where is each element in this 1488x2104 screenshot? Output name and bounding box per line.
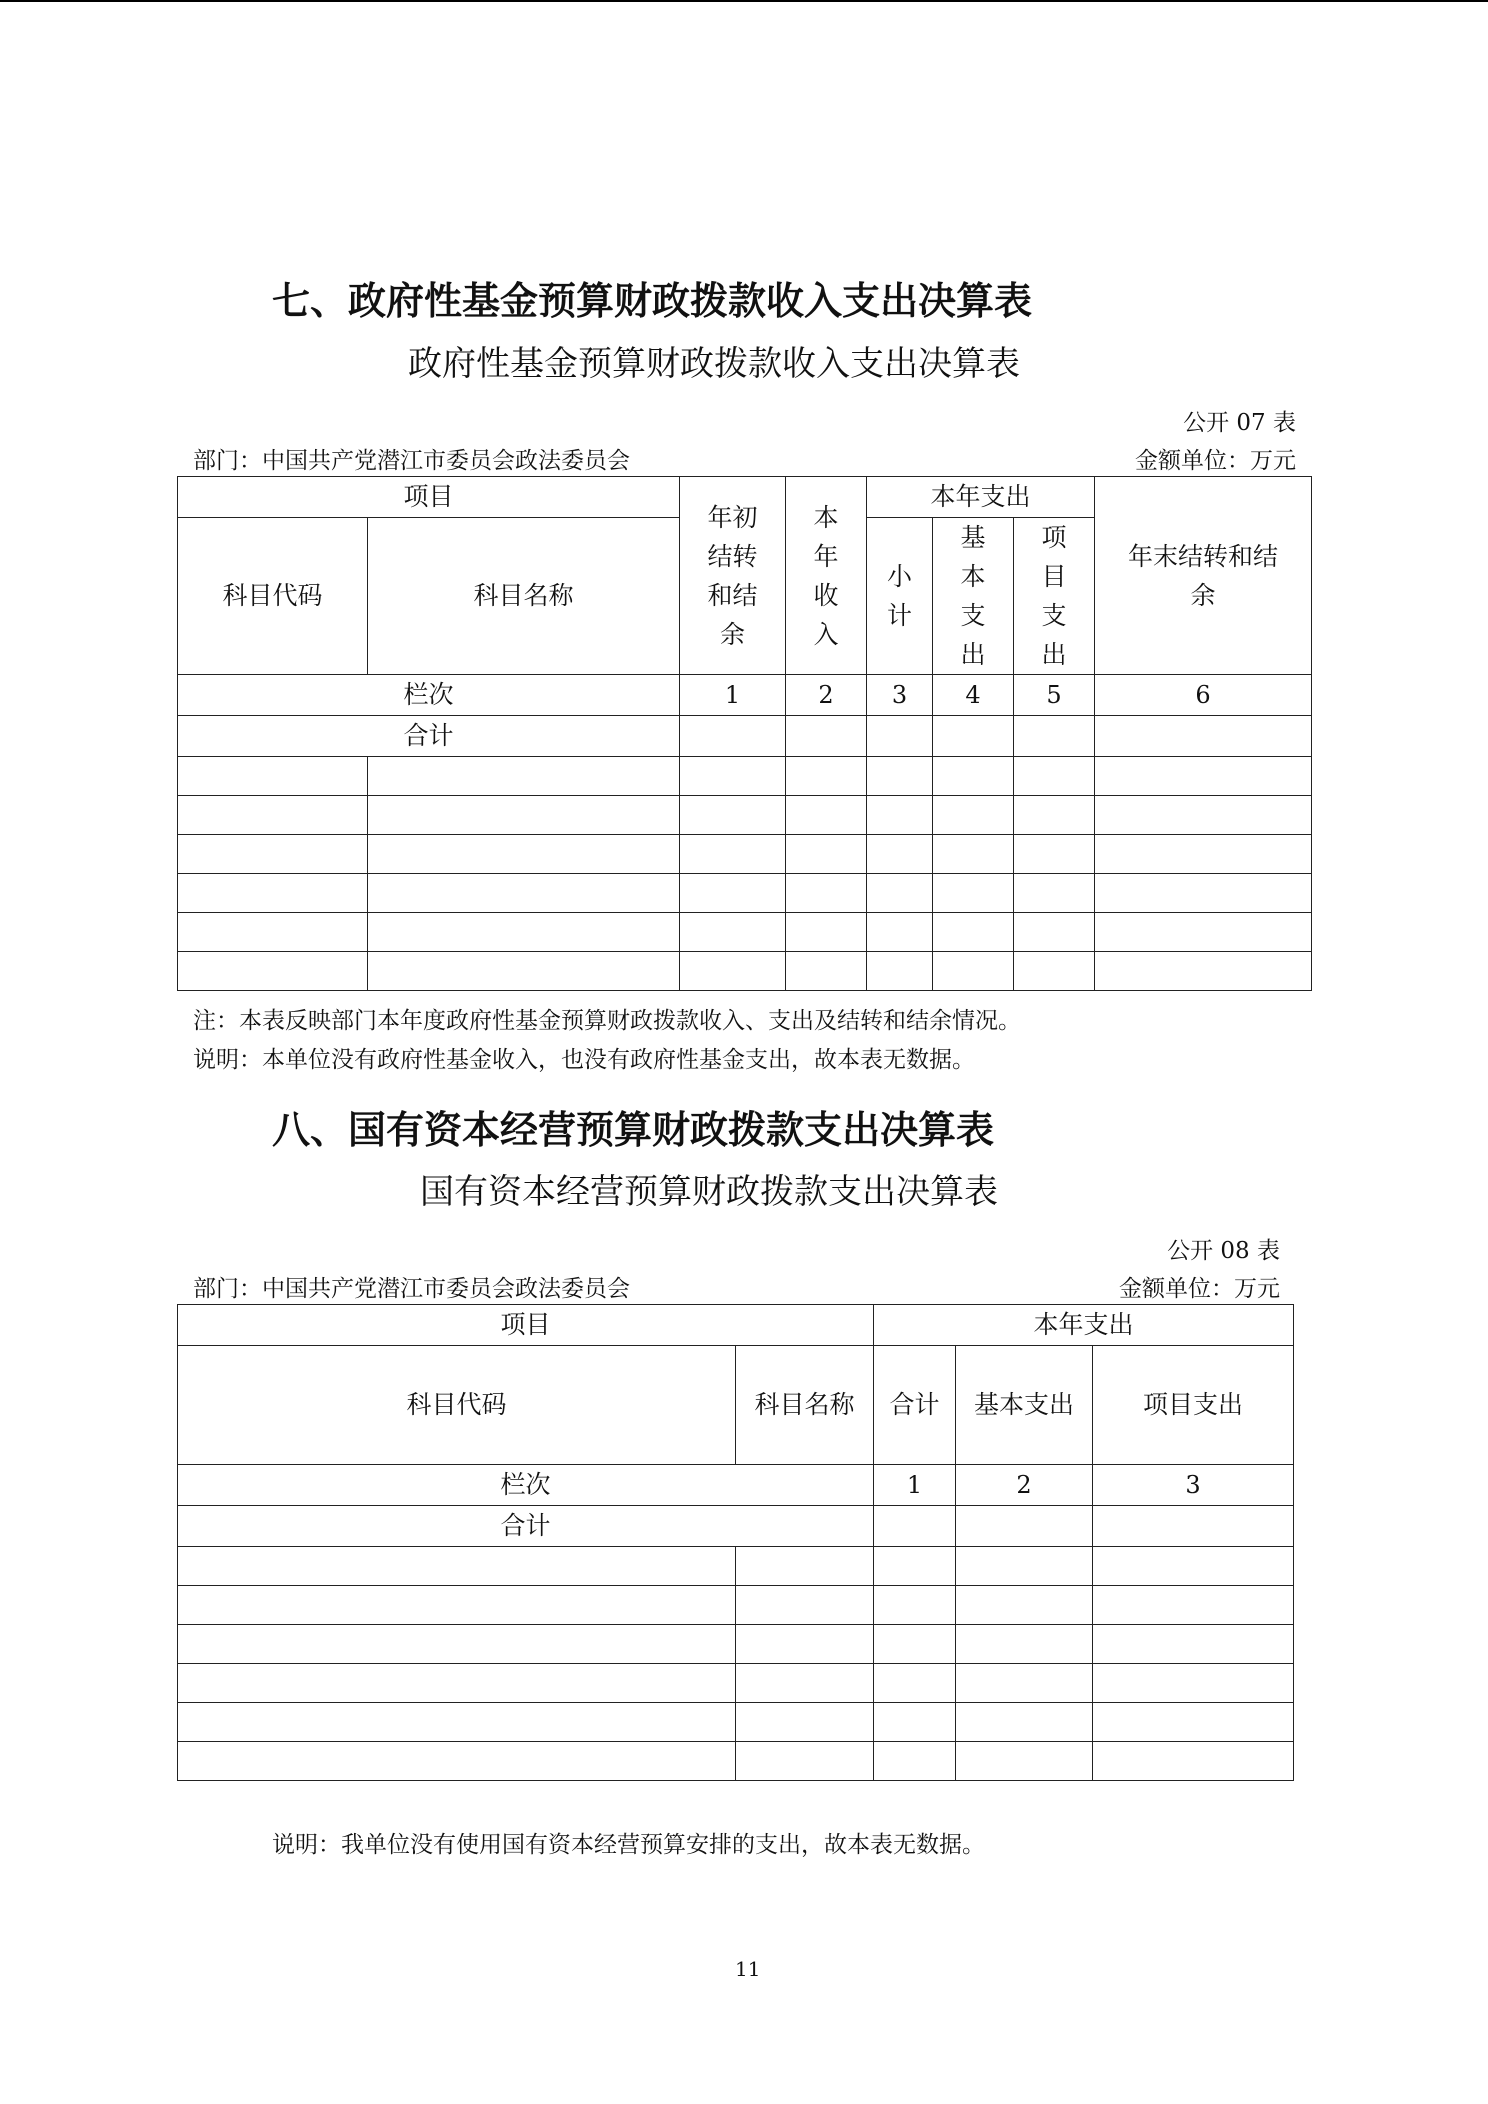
table-row bbox=[178, 874, 1312, 913]
section8-unit: 金额单位：万元 bbox=[1119, 1276, 1280, 1302]
table-cell bbox=[1014, 796, 1095, 835]
column-number: 5 bbox=[1014, 675, 1095, 716]
section7-explanation: 说明：本单位没有政府性基金收入，也没有政府性基金支出，故本表无数据。 bbox=[193, 1047, 975, 1073]
table-cell bbox=[956, 1625, 1093, 1664]
table-cell bbox=[178, 835, 368, 874]
table-cell bbox=[736, 1625, 874, 1664]
section7-unit: 金额单位：万元 bbox=[1135, 448, 1296, 474]
column-number: 6 bbox=[1095, 675, 1312, 716]
table-cell bbox=[874, 1586, 956, 1625]
table-cell bbox=[368, 835, 680, 874]
table-cell bbox=[178, 1703, 736, 1742]
header-name: 科目名称 bbox=[368, 518, 680, 675]
table-cell bbox=[1014, 874, 1095, 913]
header-basic: 基 本 支 出 bbox=[933, 518, 1014, 675]
table-cell bbox=[786, 757, 867, 796]
column-number: 1 bbox=[680, 675, 786, 716]
table-row bbox=[178, 675, 1312, 716]
table-cell bbox=[933, 835, 1014, 874]
table-cell bbox=[680, 796, 786, 835]
table-cell bbox=[680, 835, 786, 874]
column-row-label: 栏次 bbox=[178, 675, 680, 716]
table-row bbox=[178, 913, 1312, 952]
table-cell bbox=[874, 1703, 956, 1742]
table-row bbox=[178, 757, 1312, 796]
table-cell bbox=[867, 796, 933, 835]
table-row bbox=[178, 1625, 1294, 1664]
header-begin-balance: 年初 结转 和结 余 bbox=[680, 477, 786, 675]
table-cell bbox=[956, 1547, 1093, 1586]
table-cell bbox=[178, 874, 368, 913]
table-cell bbox=[867, 913, 933, 952]
table-cell bbox=[933, 952, 1014, 991]
table-cell bbox=[1014, 716, 1095, 757]
table-cell bbox=[1095, 835, 1312, 874]
table-row bbox=[178, 1664, 1294, 1703]
table-cell bbox=[933, 796, 1014, 835]
section7-form-no: 公开 07 表 bbox=[1183, 410, 1296, 436]
column-number: 1 bbox=[874, 1465, 956, 1506]
table-cell bbox=[1093, 1664, 1294, 1703]
table-cell bbox=[1095, 796, 1312, 835]
table-cell bbox=[1093, 1625, 1294, 1664]
header-code: 科目代码 bbox=[178, 518, 368, 675]
column-number: 3 bbox=[867, 675, 933, 716]
table-cell bbox=[956, 1586, 1093, 1625]
header-project: 项 目 支 出 bbox=[1014, 518, 1095, 675]
table-cell bbox=[680, 952, 786, 991]
header-project: 项目支出 bbox=[1093, 1346, 1294, 1465]
table-cell bbox=[867, 952, 933, 991]
table-cell bbox=[786, 716, 867, 757]
table-row bbox=[178, 1506, 1294, 1547]
table-cell bbox=[368, 952, 680, 991]
header-subtotal: 小 计 bbox=[867, 518, 933, 675]
table-cell bbox=[933, 757, 1014, 796]
header-code: 科目代码 bbox=[178, 1346, 736, 1465]
table-cell bbox=[874, 1506, 956, 1547]
table-cell bbox=[178, 757, 368, 796]
header-item: 项目 bbox=[178, 1305, 874, 1346]
table-cell bbox=[933, 913, 1014, 952]
table-cell bbox=[874, 1664, 956, 1703]
page-top-border bbox=[0, 0, 1488, 2]
table-cell bbox=[736, 1742, 874, 1781]
table-cell bbox=[867, 716, 933, 757]
table-cell bbox=[867, 835, 933, 874]
table-cell bbox=[867, 757, 933, 796]
table-cell bbox=[736, 1586, 874, 1625]
column-number: 2 bbox=[956, 1465, 1093, 1506]
section7-note: 注：本表反映部门本年度政府性基金预算财政拨款收入、支出及结转和结余情况。 bbox=[193, 1008, 1021, 1034]
table-cell bbox=[178, 952, 368, 991]
table-cell bbox=[1095, 952, 1312, 991]
table-cell bbox=[956, 1742, 1093, 1781]
table-row bbox=[178, 1703, 1294, 1742]
table-cell bbox=[178, 1664, 736, 1703]
table-cell bbox=[368, 913, 680, 952]
section8-form-no: 公开 08 表 bbox=[1167, 1238, 1280, 1264]
header-basic: 基本支出 bbox=[956, 1346, 1093, 1465]
table-cell bbox=[1014, 952, 1095, 991]
table-cell bbox=[874, 1742, 956, 1781]
table-cell bbox=[786, 835, 867, 874]
section8-explanation: 说明：我单位没有使用国有资本经营预算安排的支出，故本表无数据。 bbox=[272, 1832, 985, 1858]
table-cell bbox=[680, 874, 786, 913]
table-cell bbox=[178, 796, 368, 835]
section7-table bbox=[177, 476, 1312, 991]
table-cell bbox=[786, 796, 867, 835]
table-cell bbox=[874, 1547, 956, 1586]
section7-heading: 七、政府性基金预算财政拨款收入支出决算表 bbox=[272, 279, 1033, 323]
table-cell bbox=[933, 874, 1014, 913]
total-label: 合计 bbox=[178, 716, 680, 757]
table-row bbox=[178, 1547, 1294, 1586]
section8-table-title: 国有资本经营预算财政拨款支出决算表 bbox=[420, 1172, 998, 1212]
column-number: 2 bbox=[786, 675, 867, 716]
table-cell bbox=[1093, 1586, 1294, 1625]
table-cell bbox=[867, 874, 933, 913]
table-cell bbox=[956, 1506, 1093, 1547]
total-label: 合计 bbox=[178, 1506, 874, 1547]
table-cell bbox=[736, 1547, 874, 1586]
column-row-label: 栏次 bbox=[178, 1465, 874, 1506]
table-cell bbox=[736, 1703, 874, 1742]
table-cell bbox=[368, 796, 680, 835]
table-cell bbox=[1093, 1506, 1294, 1547]
table-cell bbox=[956, 1703, 1093, 1742]
table-cell bbox=[368, 757, 680, 796]
header-end-balance: 年末结转和结 余 bbox=[1095, 477, 1312, 675]
page-number: 11 bbox=[735, 1957, 761, 1981]
table-cell bbox=[178, 1625, 736, 1664]
table-cell bbox=[736, 1664, 874, 1703]
table-cell bbox=[1014, 835, 1095, 874]
table-cell bbox=[178, 1742, 736, 1781]
table-cell bbox=[1095, 757, 1312, 796]
table-cell bbox=[368, 874, 680, 913]
table-cell bbox=[786, 952, 867, 991]
table-cell bbox=[1093, 1742, 1294, 1781]
table-cell bbox=[786, 913, 867, 952]
table-cell bbox=[1014, 913, 1095, 952]
section8-table bbox=[177, 1304, 1294, 1781]
table-row bbox=[178, 1742, 1294, 1781]
table-row bbox=[178, 716, 1312, 757]
table-cell bbox=[680, 757, 786, 796]
header-item: 项目 bbox=[178, 477, 680, 518]
header-expense-group: 本年支出 bbox=[874, 1305, 1294, 1346]
table-row bbox=[178, 1586, 1294, 1625]
table-cell bbox=[956, 1664, 1093, 1703]
table-row bbox=[178, 796, 1312, 835]
table-cell bbox=[1014, 757, 1095, 796]
table-cell bbox=[178, 1586, 736, 1625]
table-cell bbox=[1093, 1703, 1294, 1742]
column-number: 4 bbox=[933, 675, 1014, 716]
header-expense-group: 本年支出 bbox=[867, 477, 1095, 518]
section7-table-title: 政府性基金预算财政拨款收入支出决算表 bbox=[408, 344, 1020, 384]
table-cell bbox=[1095, 913, 1312, 952]
header-income: 本 年 收 入 bbox=[786, 477, 867, 675]
table-cell bbox=[786, 874, 867, 913]
section8-heading: 八、国有资本经营预算财政拨款支出决算表 bbox=[272, 1108, 995, 1152]
table-cell bbox=[178, 1547, 736, 1586]
section8-department: 部门：中国共产党潜江市委员会政法委员会 bbox=[193, 1276, 630, 1302]
table-row bbox=[178, 835, 1312, 874]
table-cell bbox=[1093, 1547, 1294, 1586]
table-cell bbox=[874, 1625, 956, 1664]
table-cell bbox=[1095, 716, 1312, 757]
table-cell bbox=[1095, 874, 1312, 913]
header-name: 科目名称 bbox=[736, 1346, 874, 1465]
table-cell bbox=[680, 716, 786, 757]
table-cell bbox=[680, 913, 786, 952]
table-cell bbox=[178, 913, 368, 952]
table-cell bbox=[933, 716, 1014, 757]
table-row bbox=[178, 952, 1312, 991]
column-number: 3 bbox=[1093, 1465, 1294, 1506]
table-row bbox=[178, 1465, 1294, 1506]
section7-department: 部门：中国共产党潜江市委员会政法委员会 bbox=[193, 448, 630, 474]
header-total: 合计 bbox=[874, 1346, 956, 1465]
